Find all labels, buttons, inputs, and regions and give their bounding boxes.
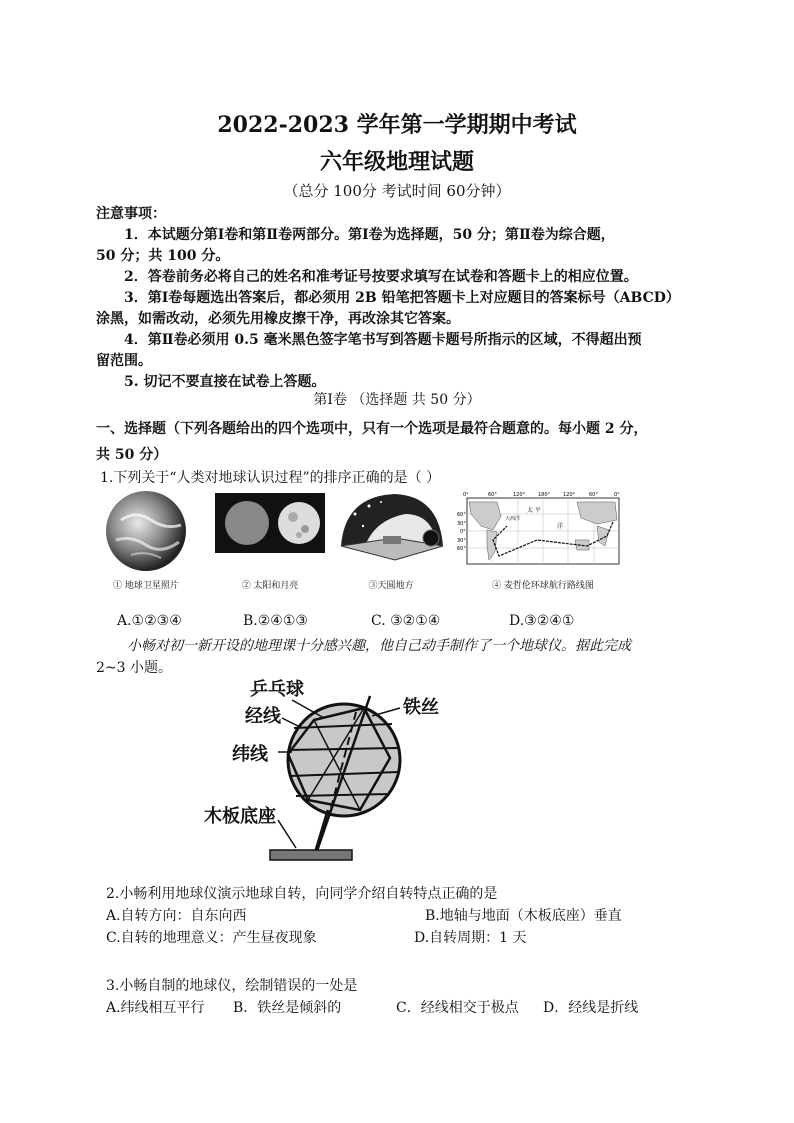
q1-option-c: C. ③②①④ (371, 613, 441, 629)
round-sky-flat-earth-image (335, 490, 447, 562)
label-meridian: 经线 (245, 706, 281, 727)
q2-option-c: C.自转的地理意义：产生昼夜现象 (106, 930, 317, 946)
note-1-cont: 50 分；共 100 分。 (96, 248, 230, 264)
intro-2-3-line1: 小畅对初一新开设的地理课十分感兴趣，他自己动手制作了一个地球仪。据此完成 (127, 638, 631, 654)
label-wooden-base: 木板底座 (204, 806, 276, 827)
note-3-cont: 涂黑，如需改动，必须先用橡皮擦干净，再改涂其它答案。 (96, 311, 460, 327)
question-1-stem: 1.下列关于“人类对地球认识过程”的排序正确的是（ ） (100, 470, 441, 486)
map-lat-3: 0° (460, 529, 466, 535)
map-ocean-label-1: 太 平 (527, 507, 541, 514)
exam-title: 2022-2023 学年第一学期期中考试 (217, 112, 577, 138)
map-ocean-label-3: 大西洋 (505, 516, 521, 522)
map-lon-6: 60° (589, 492, 598, 498)
q2-option-b: B.地轴与地面（木板底座）垂直 (425, 908, 622, 924)
q3-option-c: C．经线相交于极点 (396, 1000, 519, 1016)
note-4: 4．第Ⅱ卷必须用 0.5 毫米黑色签字笔书写到答题卡题号所指示的区域，不得超出预 (124, 332, 642, 348)
q3-option-b: B．铁丝是倾斜的 (233, 1000, 342, 1016)
map-lat-4: 30° (457, 538, 466, 544)
magellan-route-map (457, 490, 629, 574)
sun-moon-photo (215, 493, 325, 553)
earth-satellite-photo (101, 490, 191, 572)
q3-option-d: D．经线是折线 (543, 1000, 639, 1016)
caption-3: ③天圆地方 (368, 581, 414, 591)
map-lat-5: 60° (457, 546, 466, 552)
caption-4: ④ 麦哲伦环球航行路线图 (492, 581, 594, 591)
map-lon-7: 0° (614, 492, 620, 498)
q3-option-a: A.纬线相互平行 (106, 1000, 205, 1016)
question-3-stem: 3.小畅自制的地球仪，绘制错误的一处是 (106, 978, 358, 994)
map-lon-2: 60° (488, 492, 497, 498)
q2-option-a: A.自转方向：自东向西 (106, 908, 247, 924)
map-lon-1: 0° (463, 492, 469, 498)
map-lon-5: 120° (563, 492, 576, 498)
caption-2: ② 太阳和月亮 (241, 581, 299, 591)
section1-instruction: 一、选择题（下列各题给出的四个选项中，只有一个选项是最符合题意的。每小题 2 分， (96, 421, 648, 437)
question-2-stem: 2.小畅利用地球仪演示地球自转，向同学介绍自转特点正确的是 (106, 886, 498, 902)
label-ping-pong-ball: 乒乓球 (250, 679, 304, 700)
caption-1: ① 地球卫星照片 (113, 581, 179, 591)
map-lon-4: 180° (538, 492, 551, 498)
label-latitude-line: 纬线 (232, 744, 268, 765)
intro-2-3-line2: 2~3 小题。 (96, 660, 172, 676)
map-lat-2: 30° (457, 521, 466, 527)
section1-title: 第Ⅰ卷 （选择题 共 50 分） (313, 392, 481, 408)
section1-instruction-cont: 共 50 分） (96, 447, 168, 463)
notes-heading: 注意事项： (96, 206, 166, 222)
note-5: 5. 切记不要直接在试卷上答题。 (124, 374, 326, 390)
map-lat-1: 60° (457, 512, 466, 518)
exam-info: （总分 100分 考试时间 60分钟） (283, 182, 511, 200)
exam-subtitle: 六年级地理试题 (319, 149, 474, 175)
map-ocean-label-2: 洋 (557, 523, 564, 530)
q2-option-d: D.自转周期：1 天 (414, 930, 527, 946)
note-2: 2．答卷前务必将自己的姓名和准考证号按要求填写在试卷和答题卡上的相应位置。 (124, 269, 638, 285)
q1-option-b: B.②④①③ (243, 613, 308, 629)
note-3: 3．第Ⅰ卷每题选出答案后，都必须用 2B 铅笔把答题卡上对应题目的答案标号（ABCD） (124, 290, 680, 306)
label-iron-wire: 铁丝 (403, 697, 439, 718)
q1-option-d: D.③②④① (509, 613, 575, 629)
note-1: 1．本试题分第Ⅰ卷和第Ⅱ卷两部分。第Ⅰ卷为选择题，50 分；第Ⅱ卷为综合题， (124, 227, 615, 243)
map-lon-3: 120° (513, 492, 526, 498)
note-4-cont: 留范围。 (96, 353, 152, 369)
q1-option-a: A.①②③④ (117, 613, 182, 629)
